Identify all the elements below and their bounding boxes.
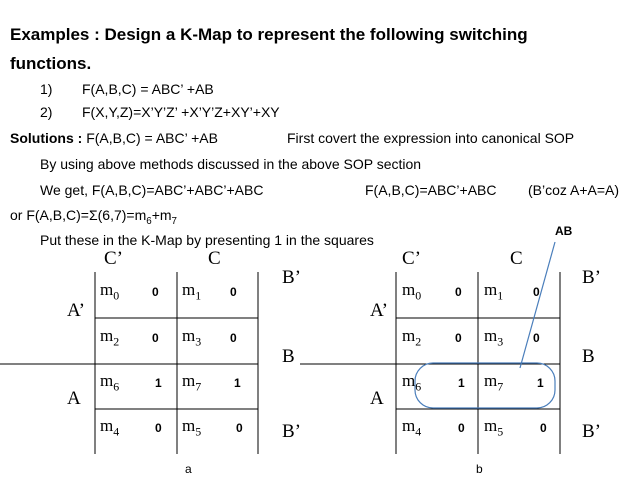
caption-b: b xyxy=(476,462,483,476)
plus-text: +m xyxy=(151,207,172,223)
example-2-number: 2) xyxy=(40,104,53,120)
kmap-a-value-m5: 0 xyxy=(236,421,243,435)
kmap-a-c-prime: C’ xyxy=(104,248,123,269)
kmap-a-a-prime: A’ xyxy=(67,300,85,321)
method-line: By using above methods discussed in the above SOP section xyxy=(40,156,422,172)
example-2-expression: F(X,Y,Z)=X’Y’Z’ +X’Y’Z+XY’+XY xyxy=(82,104,280,120)
solution-note: First covert the expression into canonical SOP xyxy=(287,130,575,146)
kmap-a-value-m1: 0 xyxy=(230,285,237,299)
kmap-a-cell-m2: $m_2$ xyxy=(100,326,120,349)
kmap-a-value-m7: 1 xyxy=(234,376,241,390)
kmap-a-b-prime-top: B’ xyxy=(282,267,301,288)
kmap-a-c: C xyxy=(208,248,221,269)
kmap-b-b-prime-bottom: B’ xyxy=(582,421,601,442)
kmap-b-cell-m5: $m_5$ xyxy=(484,416,504,439)
kmap-b-c: C xyxy=(510,248,523,269)
kmap-b-value-m0: 0 xyxy=(455,285,462,299)
simplified-expression: F(A,B,C)=ABC’+ABC xyxy=(365,182,497,198)
kmap-a-cell-m5: $m_5$ xyxy=(182,416,202,439)
kmap-a-b: B xyxy=(282,346,295,367)
kmap-b-cell-m2: $m_2$ xyxy=(402,326,422,349)
minterm-7-subscript: 7 xyxy=(171,215,177,227)
kmap-b-value-m7: 1 xyxy=(537,376,544,390)
kmap-a-cell-m3: $m_3$ xyxy=(182,326,202,349)
put-instruction: Put these in the K-Map by presenting 1 in the squares xyxy=(40,232,374,248)
kmap-a-a: A xyxy=(67,388,81,409)
minterms-text: (6,7)=m xyxy=(97,207,147,223)
kmap-b-value-m2: 0 xyxy=(455,331,462,345)
kmap-b-cell-m7: $m_7$ xyxy=(484,371,504,394)
kmap-b-b-prime-top: B’ xyxy=(582,267,601,288)
example-1-expression: F(A,B,C) = ABC’ +AB xyxy=(82,81,214,97)
kmap-a-cell-m0: $m_0$ xyxy=(100,280,120,303)
kmap-b-value-m4: 0 xyxy=(458,421,465,435)
kmap-b-cell-m4: $m_4$ xyxy=(402,416,422,439)
kmap-b-value-m5: 0 xyxy=(540,421,547,435)
kmap-b-value-m1: 0 xyxy=(533,285,540,299)
kmap-a-b-prime-bottom: B’ xyxy=(282,421,301,442)
reason-text: (B’coz A+A=A) xyxy=(528,182,620,198)
solution-label: Solutions : xyxy=(10,130,83,146)
heading-line-2: functions. xyxy=(10,54,92,73)
kmap-b-a-prime: A’ xyxy=(370,300,388,321)
kmap-a-value-m4: 0 xyxy=(155,421,162,435)
kmap-b-cell-m1: $m_1$ xyxy=(484,280,504,303)
we-get-line: We get, F(A,B,C)=ABC’+ABC’+ABC xyxy=(40,182,264,198)
kmap-a-lines xyxy=(0,272,258,454)
kmap-b-value-m3: 0 xyxy=(533,331,540,345)
group-label-ab: AB xyxy=(555,224,573,238)
kmap-a-value-m3: 0 xyxy=(230,331,237,345)
sigma-symbol: Σ xyxy=(88,207,98,223)
kmap-b-value-m6: 1 xyxy=(458,376,465,390)
kmap-b-c-prime: C’ xyxy=(402,248,421,269)
kmap-b-cell-m0: $m_0$ xyxy=(402,280,422,303)
kmap-b-cell-m3: $m_3$ xyxy=(484,326,504,349)
or-prefix: or F(A,B,C)= xyxy=(10,207,89,223)
kmap-a-cell-m1: $m_1$ xyxy=(182,280,202,303)
kmap-b-cell-m6: $m_6$ xyxy=(402,371,422,394)
heading-line-1: Examples : Design a K-Map to represent the following switching xyxy=(10,25,528,44)
solution-expression: F(A,B,C) = ABC’ +AB xyxy=(86,130,218,146)
kmap-b-b: B xyxy=(582,346,595,367)
kmap-a-cell-m6: $m_6$ xyxy=(100,371,120,394)
kmap-a-value-m0: 0 xyxy=(152,285,159,299)
minterm-6-subscript: 6 xyxy=(146,215,152,227)
example-1-number: 1) xyxy=(40,81,53,97)
group-arrow xyxy=(520,242,555,368)
kmap-a-value-m2: 0 xyxy=(152,331,159,345)
kmap-a-cell-m7: $m_7$ xyxy=(182,371,202,394)
kmap-b-a: A xyxy=(370,388,384,409)
kmap-a-cell-m4: $m_4$ xyxy=(100,416,120,439)
caption-a: a xyxy=(185,462,192,476)
kmap-a-value-m6: 1 xyxy=(155,376,162,390)
